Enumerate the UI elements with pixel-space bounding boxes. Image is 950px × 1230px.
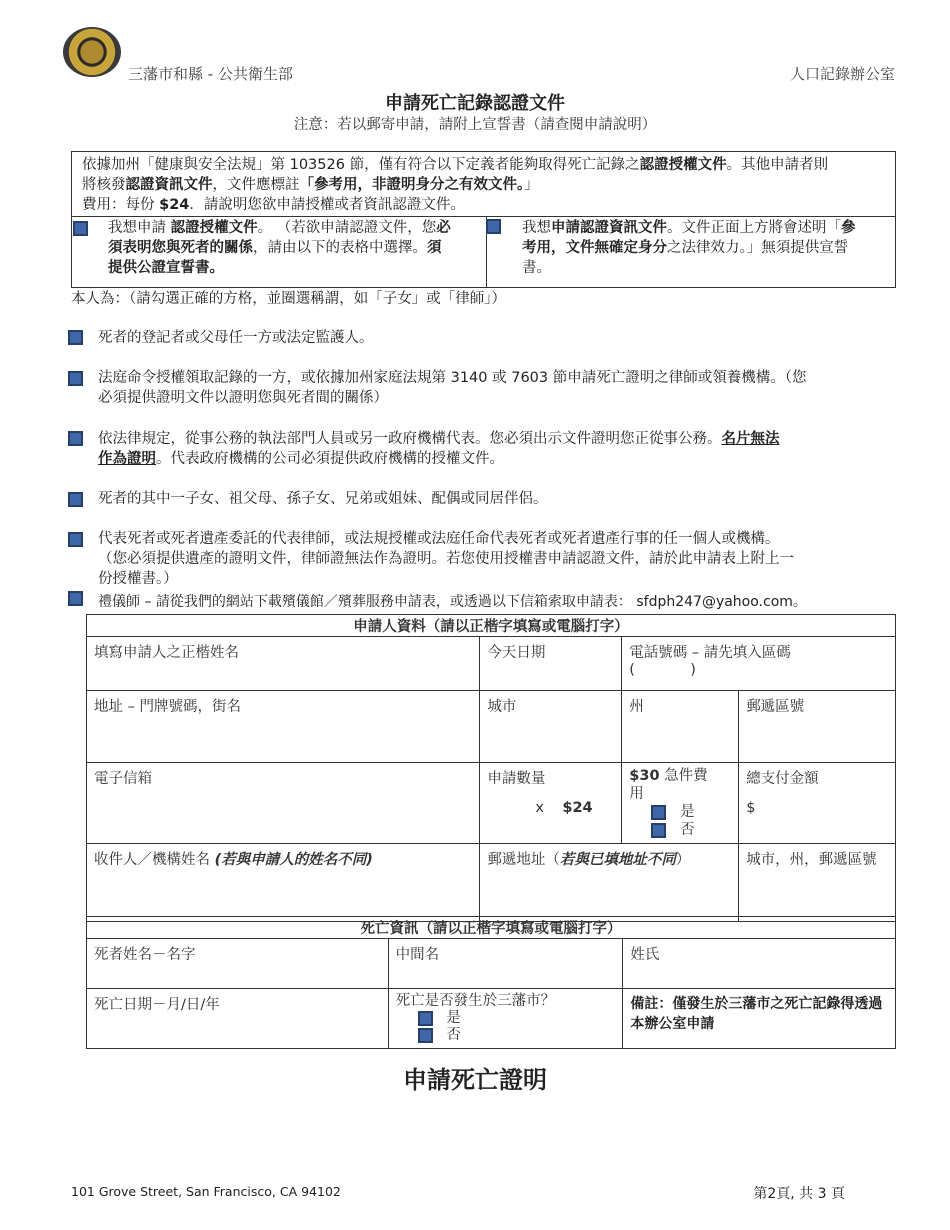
- relationship-registrant-parent: 死者的登記者或父母任一方或法定監護人。: [98, 330, 374, 346]
- department-name: 三藩市和縣 - 公共衛生部: [128, 65, 293, 83]
- informational-copy-checkbox[interactable]: [486, 219, 501, 234]
- rush-no-checkbox[interactable]: [651, 823, 666, 838]
- death-section-title: 死亡資訊（請以正楷字填寫或電腦打字）: [87, 917, 896, 939]
- intro-divider: [71, 216, 896, 217]
- applicant-info-table: [86, 614, 896, 922]
- relationship-checkbox-funeral-director[interactable]: [68, 591, 83, 606]
- relationship-checkbox-court-order[interactable]: [68, 371, 83, 386]
- applicant-name-field[interactable]: 填寫申請人之正楷姓名: [87, 637, 480, 691]
- office-name: 人口記錄辦公室: [789, 65, 895, 83]
- relationship-attorney: 代表死者或死者遺產委託的代表律師，或法規授權或法庭任命代表死者或死者遺產行事的任一個人或機構。 （您必須提供遺產的證明文件，律師證無法作為證明。若您使用授權書申請認證文件，請於此申請表上附上一 份授權書。）: [98, 531, 794, 587]
- informational-copy-option: 我想申請認證資訊文件。文件正面上方將會述明「參 考用，文件無確定身分之法律效力。」無須提供宣誓 書。: [522, 220, 856, 276]
- authorized-copy-checkbox[interactable]: [73, 221, 88, 236]
- quantity-field[interactable]: 申請數量 x $24: [480, 763, 622, 844]
- decedent-last-name-field[interactable]: 姓氏: [623, 939, 896, 989]
- relationship-family: 死者的其中一子女、祖父母、孫子女、兄弟或姐妹、配偶或同居伴侶。: [98, 491, 548, 507]
- city-state-zip-field[interactable]: 城市，州，郵遞區號: [739, 844, 896, 922]
- city-seal-logo: [63, 27, 121, 77]
- form-subtitle: 注意：若以郵寄申請，請附上宣誓書（請查閱申請說明）: [293, 117, 657, 133]
- sf-only-note: 備註：僅發生於三藩市之死亡記錄得透過本辦公室申請: [623, 989, 896, 1049]
- address-field[interactable]: 地址 – 門牌號碼，街名: [87, 691, 480, 763]
- state-field[interactable]: 州: [622, 691, 739, 763]
- rush-yes-checkbox[interactable]: [651, 805, 666, 820]
- email-field[interactable]: 電子信箱: [87, 763, 480, 844]
- relationship-law-enforcement: 依法律規定，從事公務的執法部門人員或另一政府機構代表。您必須出示文件證明您正從事公務。名片無法 作為證明。代表政府機構的公司必須提供政府機構的授權文件。: [98, 431, 780, 467]
- date-of-death-field[interactable]: 死亡日期－月/日/年: [87, 989, 389, 1049]
- relationship-checkbox-registrant-parent[interactable]: [68, 330, 83, 345]
- relationship-funeral-director: 禮儀師 – 請從我們的網站下載殯儀館／殯葬服務申請表，或透過以下信箱索取申請表： sfdph247@yahoo.com。: [98, 594, 807, 610]
- decedent-middle-name-field[interactable]: 中間名: [388, 939, 623, 989]
- relationship-prompt: 本人為：（請勾選正確的方格，並圈選稱謂，如「子女」或「律師」）: [71, 291, 506, 307]
- relationship-checkbox-family[interactable]: [68, 492, 83, 507]
- decedent-first-name-field[interactable]: 死者姓名－名字: [87, 939, 389, 989]
- city-field[interactable]: 城市: [480, 691, 622, 763]
- total-payment-field[interactable]: 總支付金額 $: [739, 763, 896, 844]
- rush-fee-field: $30 急件費 用 是 否: [622, 763, 739, 844]
- form-title: 申請死亡記錄認證文件: [385, 93, 565, 114]
- death-in-sf-yes-checkbox[interactable]: [418, 1011, 433, 1026]
- page-number: 第2頁, 共 3 頁: [753, 1186, 845, 1202]
- intro-text: 依據加州「健康與安全法規」第 103526 節，僅有符合以下定義者能夠取得死亡記錄之認證授權文件。其他申請者則 將核發認證資訊文件，文件應標註「參考用，非證明身分之有效文件。」 費用：每份 $24．請說明您欲申請授權或者資訊認證文件。: [82, 157, 829, 213]
- death-in-sf-field: 死亡是否發生於三藩市？ 是 否: [388, 989, 623, 1049]
- phone-field[interactable]: 電話號碼 – 請先填入區碼 ( ): [622, 637, 896, 691]
- death-in-sf-no-checkbox[interactable]: [418, 1028, 433, 1043]
- authorized-copy-option: 我想申請 認證授權文件。 （若欲申請認證文件，您必 須表明您與死者的關係，請由以下的表格中選擇。須 提供公證宣誓書。: [108, 220, 451, 276]
- zip-field[interactable]: 郵遞區號: [739, 691, 896, 763]
- death-info-table: [86, 916, 896, 1049]
- relationship-checkbox-attorney[interactable]: [68, 532, 83, 547]
- footer-address: 101 Grove Street, San Francisco, CA 94102: [71, 1184, 341, 1199]
- mailing-address-field[interactable]: 郵遞地址（若與已填地址不同）: [480, 844, 739, 922]
- today-date-field[interactable]: 今天日期: [480, 637, 622, 691]
- relationship-court-order: 法庭命令授權領取記錄的一方，或依據加州家庭法規第 3140 或 7603 節申請死亡證明之律師或領養機構。（您 必須提供證明文件以證明您與死者間的關係）: [98, 370, 807, 406]
- applicant-section-title: 申請人資料（請以正楷字填寫或電腦打字）: [87, 615, 896, 637]
- request-death-certificate-heading: 申請死亡證明: [403, 1066, 547, 1094]
- recipient-name-field[interactable]: 收件人／機構姓名 (若與申請人的姓名不同): [87, 844, 480, 922]
- relationship-checkbox-law-enforcement[interactable]: [68, 431, 83, 446]
